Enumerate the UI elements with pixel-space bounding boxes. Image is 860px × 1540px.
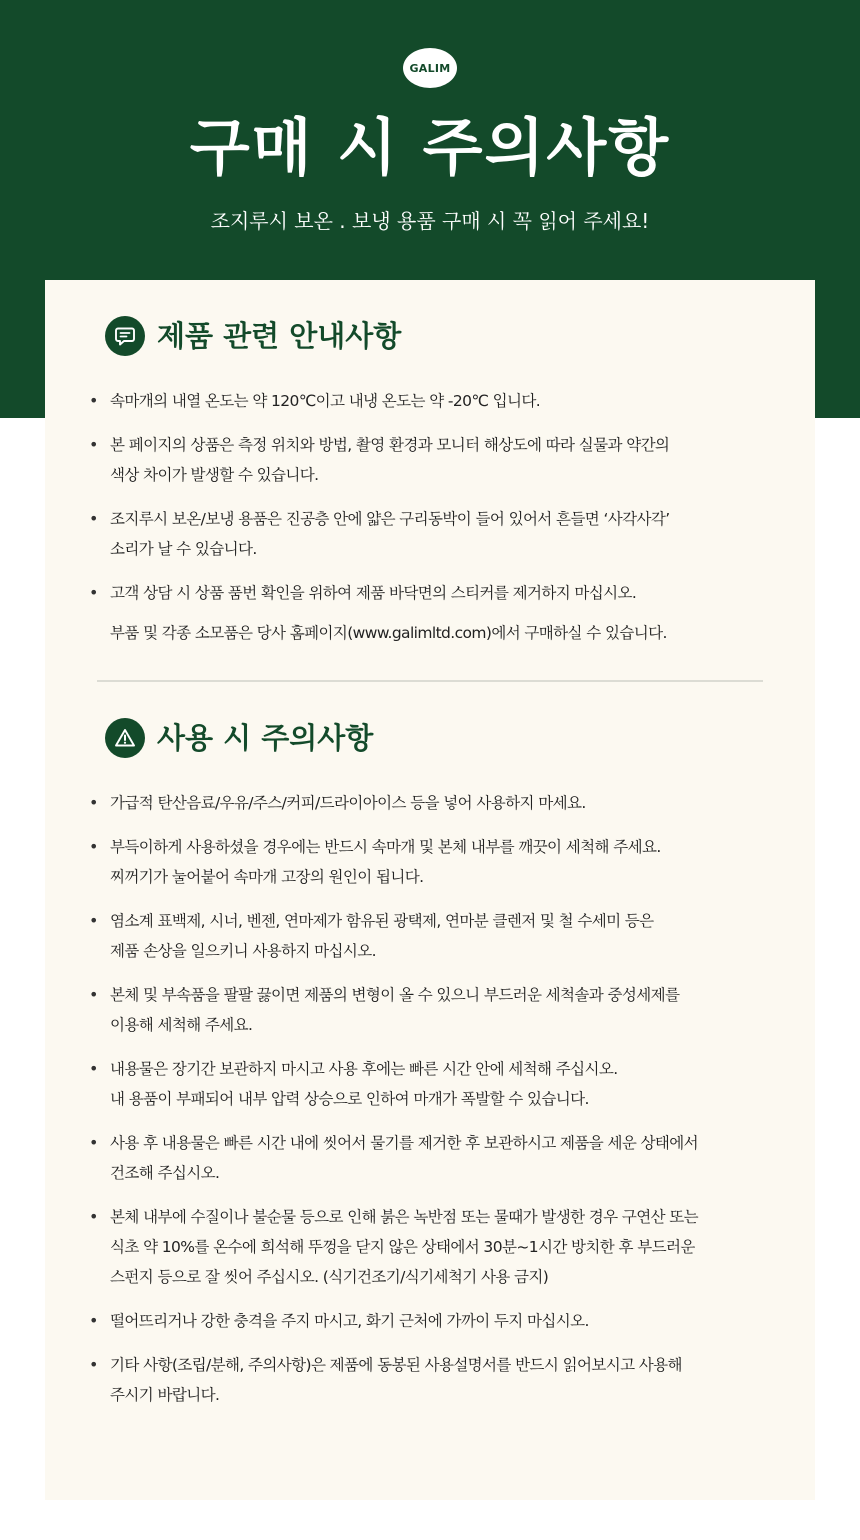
product-info-list: [89, 386, 779, 648]
speech-bubble-icon: [105, 316, 145, 356]
section-title-product-info: 제품 관련 안내사항: [157, 319, 402, 353]
list-item-line: • 본 페이지의 상품은 측정 위치와 방법, 촬영 환경과 모니터 해상도에 따라 실물과 약간의: [110, 436, 670, 454]
list-item: [89, 430, 779, 490]
notice-card: [45, 280, 815, 1500]
list-item: [89, 1202, 779, 1292]
list-item: [89, 504, 779, 564]
list-item: [89, 906, 779, 966]
list-item-line: • 내용물은 장기간 보관하지 마시고 사용 후에는 빠른 시간 안에 세척해 주십시오.: [110, 1060, 618, 1078]
list-item: [89, 386, 779, 416]
list-item-line: 부품 및 각종 소모품은 당사 홈페이지(www.galimltd.com)에서 구매하실 수 있습니다.: [110, 624, 667, 642]
section-title-usage-caution: 사용 시 주의사항: [157, 721, 374, 755]
list-item-line: • 조지루시 보온/보냉 용품은 진공층 안에 얇은 구리동박이 들어 있어서 흔들면 ‘사각사각’: [110, 510, 670, 528]
section-product-info-header: [105, 316, 401, 356]
list-item: [89, 1128, 779, 1188]
logo-text: GALIM: [409, 61, 451, 75]
list-item-line: • 속마개의 내열 온도는 약 120℃이고 내냉 온도는 약 -20℃ 입니다.: [110, 392, 541, 410]
list-item-line: 소리가 날 수 있습니다.: [110, 540, 257, 558]
list-item-line: • 가급적 탄산음료/우유/주스/커피/드라이아이스 등을 넣어 사용하지 마세요.: [110, 794, 586, 812]
list-item-line: 스펀지 등으로 잘 씻어 주십시오. (식기건조기/식기세척기 사용 금지): [110, 1268, 549, 1286]
list-item-line: • 본체 내부에 수질이나 불순물 등으로 인해 붉은 녹반점 또는 물때가 발생한 경우 구연산 또는: [110, 1208, 699, 1226]
section-usage-caution-header: [105, 718, 373, 758]
section-divider: [97, 680, 763, 682]
list-item-line: 이용해 세척해 주세요.: [110, 1016, 253, 1034]
list-item: [89, 1350, 779, 1410]
list-item: [89, 618, 779, 648]
warning-triangle-icon: [105, 718, 145, 758]
galim-logo: [403, 48, 457, 88]
list-item-line: • 부득이하게 사용하셨을 경우에는 반드시 속마개 및 본체 내부를 깨끗이 세척해 주세요.: [110, 838, 661, 856]
list-item-line: 식초 약 10%를 온수에 희석해 뚜껑을 닫지 않은 상태에서 30분~1시간 방치한 후 부드러운: [110, 1238, 695, 1256]
list-item-line: 찌꺼기가 눌어붙어 속마개 고장의 원인이 됩니다.: [110, 868, 424, 886]
list-item: [89, 832, 779, 892]
list-item-line: • 염소계 표백제, 시너, 벤젠, 연마제가 함유된 광택제, 연마분 클렌저 및 철 수세미 등은: [110, 912, 654, 930]
list-item-line: 내 용품이 부패되어 내부 압력 상승으로 인하여 마개가 폭발할 수 있습니다.: [110, 1090, 589, 1108]
list-item-line: 건조해 주십시오.: [110, 1164, 220, 1182]
page-title: 구매 시 주의사항: [189, 111, 671, 184]
page-subtitle: 조지루시 보온 . 보냉 용품 구매 시 꼭 읽어 주세요!: [210, 209, 650, 233]
list-item-line: • 떨어뜨리거나 강한 충격을 주지 마시고, 화기 근처에 가까이 두지 마십시오.: [110, 1312, 589, 1330]
list-item: [89, 1054, 779, 1114]
list-item-line: • 기타 사항(조립/분해, 주의사항)은 제품에 동봉된 사용설명서를 반드시 읽어보시고 사용해: [110, 1356, 682, 1374]
list-item-line: • 본체 및 부속품을 팔팔 끓이면 제품의 변형이 올 수 있으니 부드러운 세척솔과 중성세제를: [110, 986, 680, 1004]
list-item-line: • 사용 후 내용물은 빠른 시간 내에 씻어서 물기를 제거한 후 보관하시고 제품을 세운 상태에서: [110, 1134, 699, 1152]
list-item-line: 제품 손상을 일으키니 사용하지 마십시오.: [110, 942, 376, 960]
list-item: [89, 788, 779, 818]
list-item-line: 주시기 바랍니다.: [110, 1386, 220, 1404]
list-item: [89, 980, 779, 1040]
list-item: [89, 1306, 779, 1336]
list-item-line: 색상 차이가 발생할 수 있습니다.: [110, 466, 319, 484]
usage-caution-list: [89, 788, 779, 1410]
list-item-line: • 고객 상담 시 상품 품번 확인을 위하여 제품 바닥면의 스티커를 제거하지 마십시오.: [110, 584, 637, 602]
list-item: [89, 578, 779, 608]
